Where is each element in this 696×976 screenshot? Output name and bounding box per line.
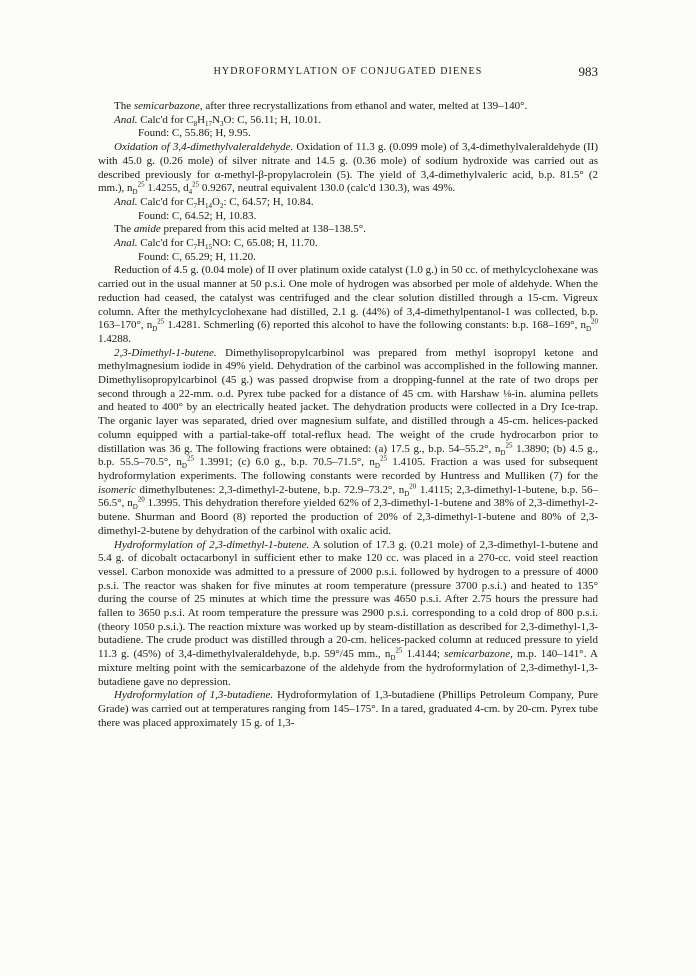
text-run: 25 [157, 317, 165, 326]
found-line [98, 127, 598, 141]
text-run: 25 [186, 454, 194, 463]
text-run: D [181, 462, 187, 471]
body-paragraph [98, 237, 598, 251]
text-run: D [374, 462, 380, 471]
text-run: 25 [192, 180, 200, 189]
text-run: Hydroformylation of 2,3-dimethyl-1-butene. [114, 538, 310, 551]
text-run: , m.p. 140–141°. A mixture melting point with the semicarbazone of the aldehyde from the hydroformylation of 2,3-dimethyl-1,3-butadiene gave no depression. [98, 648, 598, 688]
text-run: H [197, 113, 206, 126]
found-line [98, 210, 598, 224]
body-paragraph [98, 264, 598, 346]
text-run: D [500, 448, 506, 457]
text-run: 25 [137, 180, 145, 189]
text-run: amide [133, 223, 161, 236]
text-run: 1.4255, d [144, 182, 189, 195]
text-run: 25 [505, 440, 513, 449]
body-paragraph [98, 347, 598, 539]
body-paragraph [98, 141, 598, 196]
text-run: , after three recrystallizations from ethanol and water, melted at 139–140°. [199, 100, 528, 112]
text-run: 1.4281. Schmerling (6) reported this alcohol to have the following constants: b.p. 168–169°, n [164, 319, 586, 332]
text-run: Hydroformylation of 1,3-butadiene (Phillips Petroleum Company, Pure Grade) was carried out at temperatures ranging from 145–175°. In a tared, graduated 4-cm. by 20-cm. Pyrex tube there was placed approximately 15 g. of 1,3- [98, 689, 598, 729]
text-run: O [212, 195, 220, 208]
text-run: 17 [205, 119, 213, 128]
text-run: Anal. [114, 237, 138, 250]
text-run: Found: C, 64.52; H, 10.83. [138, 209, 257, 222]
text-run: 2,3-Dimethyl-1-butene. [114, 346, 217, 359]
text-run: 20 [591, 317, 599, 326]
text-run: Calc'd for C [137, 113, 194, 126]
text-run: semicarbazone [444, 648, 511, 661]
text-run: H [197, 237, 206, 250]
text-run: Calc'd for C [137, 195, 194, 208]
body-paragraph [98, 223, 598, 237]
text-run: 4 [188, 188, 193, 197]
text-run: 0.9267, neutral equivalent 130.0 (calc'd 130.3), was 49%. [199, 182, 456, 195]
text-run: D [585, 325, 592, 334]
text-run: prepared from this acid melted at 138–138.5°. [160, 223, 366, 236]
text-run: 1.4115; 2,3-dimethyl-1-butene, b.p. 56–56.5°, n [98, 483, 598, 510]
text-run: isomeric [98, 483, 136, 496]
body-paragraph [98, 114, 598, 128]
text-run: 20 [409, 482, 417, 491]
page-number: 983 [578, 64, 598, 79]
text-run: 1.4105. Fraction a was used for subsequent hydroformylation experiments. The following constants were recorded by Huntress and Mulliken (7) for the [98, 456, 598, 482]
text-run: The [114, 100, 134, 112]
text-run: N [212, 113, 220, 126]
text-run: Dimethylisopropylcarbinol was prepared from methyl isopropyl ketone and methylmagnesium iodide in 49% yield. Dehydration of the carbinol was accomplished in the following manner. Dimethylisopropylcarbinol (45 g.) was passed dropwise from a dropping-funnel at the rate of two drops per second through a 22-mm. o.d. Pyrex tube packed for a distance of 45 cm. with Harshaw ⅛-in. alumina pellets and heated to 400° by an electrically heated jacket. The dehydration products were collected in a Dry Ice-trap. The organic layer was separated, dried over magnesium sulfate, and distilled through a 45-cm. helices-packed column equipped with a partial-take-off total-reflux head. The weight of the crude hydrocarbon prior to distillation was 36 g. The following fractions were obtained: (a) 17.5 g., b.p. 54–55.2°, n [98, 346, 598, 455]
body-paragraph [98, 689, 598, 730]
text-run: H [197, 195, 206, 208]
text-run: Anal. [114, 113, 138, 126]
page-header [98, 64, 598, 82]
text-run: D [152, 325, 158, 334]
text-run: Reduction of 4.5 g. (0.04 mole) of II over platinum oxide catalyst (1.0 g.) in 50 cc. of methylcyclohexane was carried out in the usual manner at 50 p.s.i. One mole of hydrogen was absorbed per mole of aldehyde. When the reduction had ceased, the catalyst was centrifuged and the clear solution distilled through a 15-cm. Vigreux column. After the methylcyclohexane had distilled, 2.1 g. (44%) of 3,4-dimethylpentanol-1 was collected, b.p. 163–170°, n [98, 264, 598, 332]
text-run: A solution of 17.3 g. (0.21 mole) of 2,3-dimethyl-1-butene and 5.4 g. of dicobalt octacarbonyl in sufficient ether to make 120 cc. was placed in a 270-cc. void steel reaction vessel. Carbon monoxide was admitted to a pressure of 2000 p.s.i. followed by hydrogen to a pressure of 4000 p.s.i. The reactor was shaken for five minutes at room temperature (pressure 3700 p.s.i.) and heated to 135° during the course of 25 minutes at which time the pressure was 4650 p.s.i. After 2.75 hours the pressure had fallen to 3650 p.s.i. At room temperature the pressure was 2900 p.s.i. corresponding to a cold drop of 800 p.s.i. (theory 1050 p.s.i.). The reaction mixture was worked up by steam-distillation as described for 2,3-dimethyl-1,3-butadiene. The crude product was distilled through a 20-cm. helices-packed column at reduced pressure to yield 11.3 g. (45%) of 3,4-dimethylvaleraldehyde, b.p. 59°/45 mm., n [98, 538, 598, 661]
body-paragraph [98, 100, 598, 114]
running-title: HYDROFORMYLATION OF CONJUGATED DIENES [213, 66, 483, 77]
text-run: Found: C, 65.29; H, 11.20. [138, 250, 256, 263]
text-run: 7 [193, 243, 198, 252]
text-run: D [132, 503, 138, 512]
text-run: Oxidation of 3,4-dimethylvaleraldehyde. [114, 141, 294, 154]
text-run: D [404, 489, 410, 498]
text-run: 8 [193, 119, 198, 128]
text-run: Oxidation of 11.3 g. (0.099 mole) of 3,4-dimethylvaleraldehyde (II) with 45.0 g. (0.26 mole) of silver nitrate and 14.5 g. (0.36 mole) of sodium hydroxide was carried out as described previously for α-methyl-β-propylacrolein (5). The yield of 3,4-dimethylvaleric acid, b.p. 81.5° (2 mm.), n [98, 141, 598, 195]
text-run: dimethylbutenes: 2,3-dimethyl-2-butene, b.p. 72.9–73.2°, n [135, 483, 405, 496]
text-run: NO: C, 65.08; H, 11.70. [212, 237, 318, 250]
text-run: O: C, 56.11; H, 10.01. [223, 113, 322, 126]
text-run: 1.4144; [402, 648, 445, 661]
article-body [98, 100, 598, 730]
text-run: 2 [220, 202, 224, 211]
text-run: 1.3890; (b) 4.5 g., b.p. 55.5–70.5°, n [98, 442, 598, 469]
text-run: 1.3991; (c) 6.0 g., b.p. 70.5–71.5°, n [193, 456, 375, 469]
text-run: 14 [205, 202, 213, 211]
text-run: Hydroformylation of 1,3-butadiene. [114, 689, 274, 702]
text-run: 15 [205, 243, 213, 252]
found-line [98, 251, 598, 265]
text-run: The [114, 223, 134, 236]
text-run: 25 [395, 646, 403, 655]
body-paragraph [98, 196, 598, 210]
text-run: Found: C, 55.86; H, 9.95. [138, 127, 251, 140]
text-run: 20 [137, 495, 145, 504]
text-run: 1.4288. [98, 332, 131, 345]
text-run: 1.3995. This dehydration therefore yielded 62% of 2,3-dimethyl-1-butene and 38% of 2,3-dimethyl-2-butene. Shurman and Boord (8) reported the production of 20% of 2,3-dimethyl-1-butene and 80% of 2,3-dimethyl-2-butene by dehydration of the carbinol with oxalic acid. [98, 497, 599, 537]
text-run: : C, 64.57; H, 10.84. [223, 195, 314, 208]
text-run: semicarbazone [133, 100, 200, 112]
text-run: 25 [379, 454, 387, 463]
body-paragraph [98, 539, 598, 690]
text-run: Anal. [114, 195, 138, 208]
text-run: 3 [220, 119, 224, 128]
text-run: D [390, 654, 396, 663]
text-run: 7 [193, 202, 198, 211]
text-run: D [132, 188, 138, 197]
text-run: Calc'd for C [137, 237, 194, 250]
